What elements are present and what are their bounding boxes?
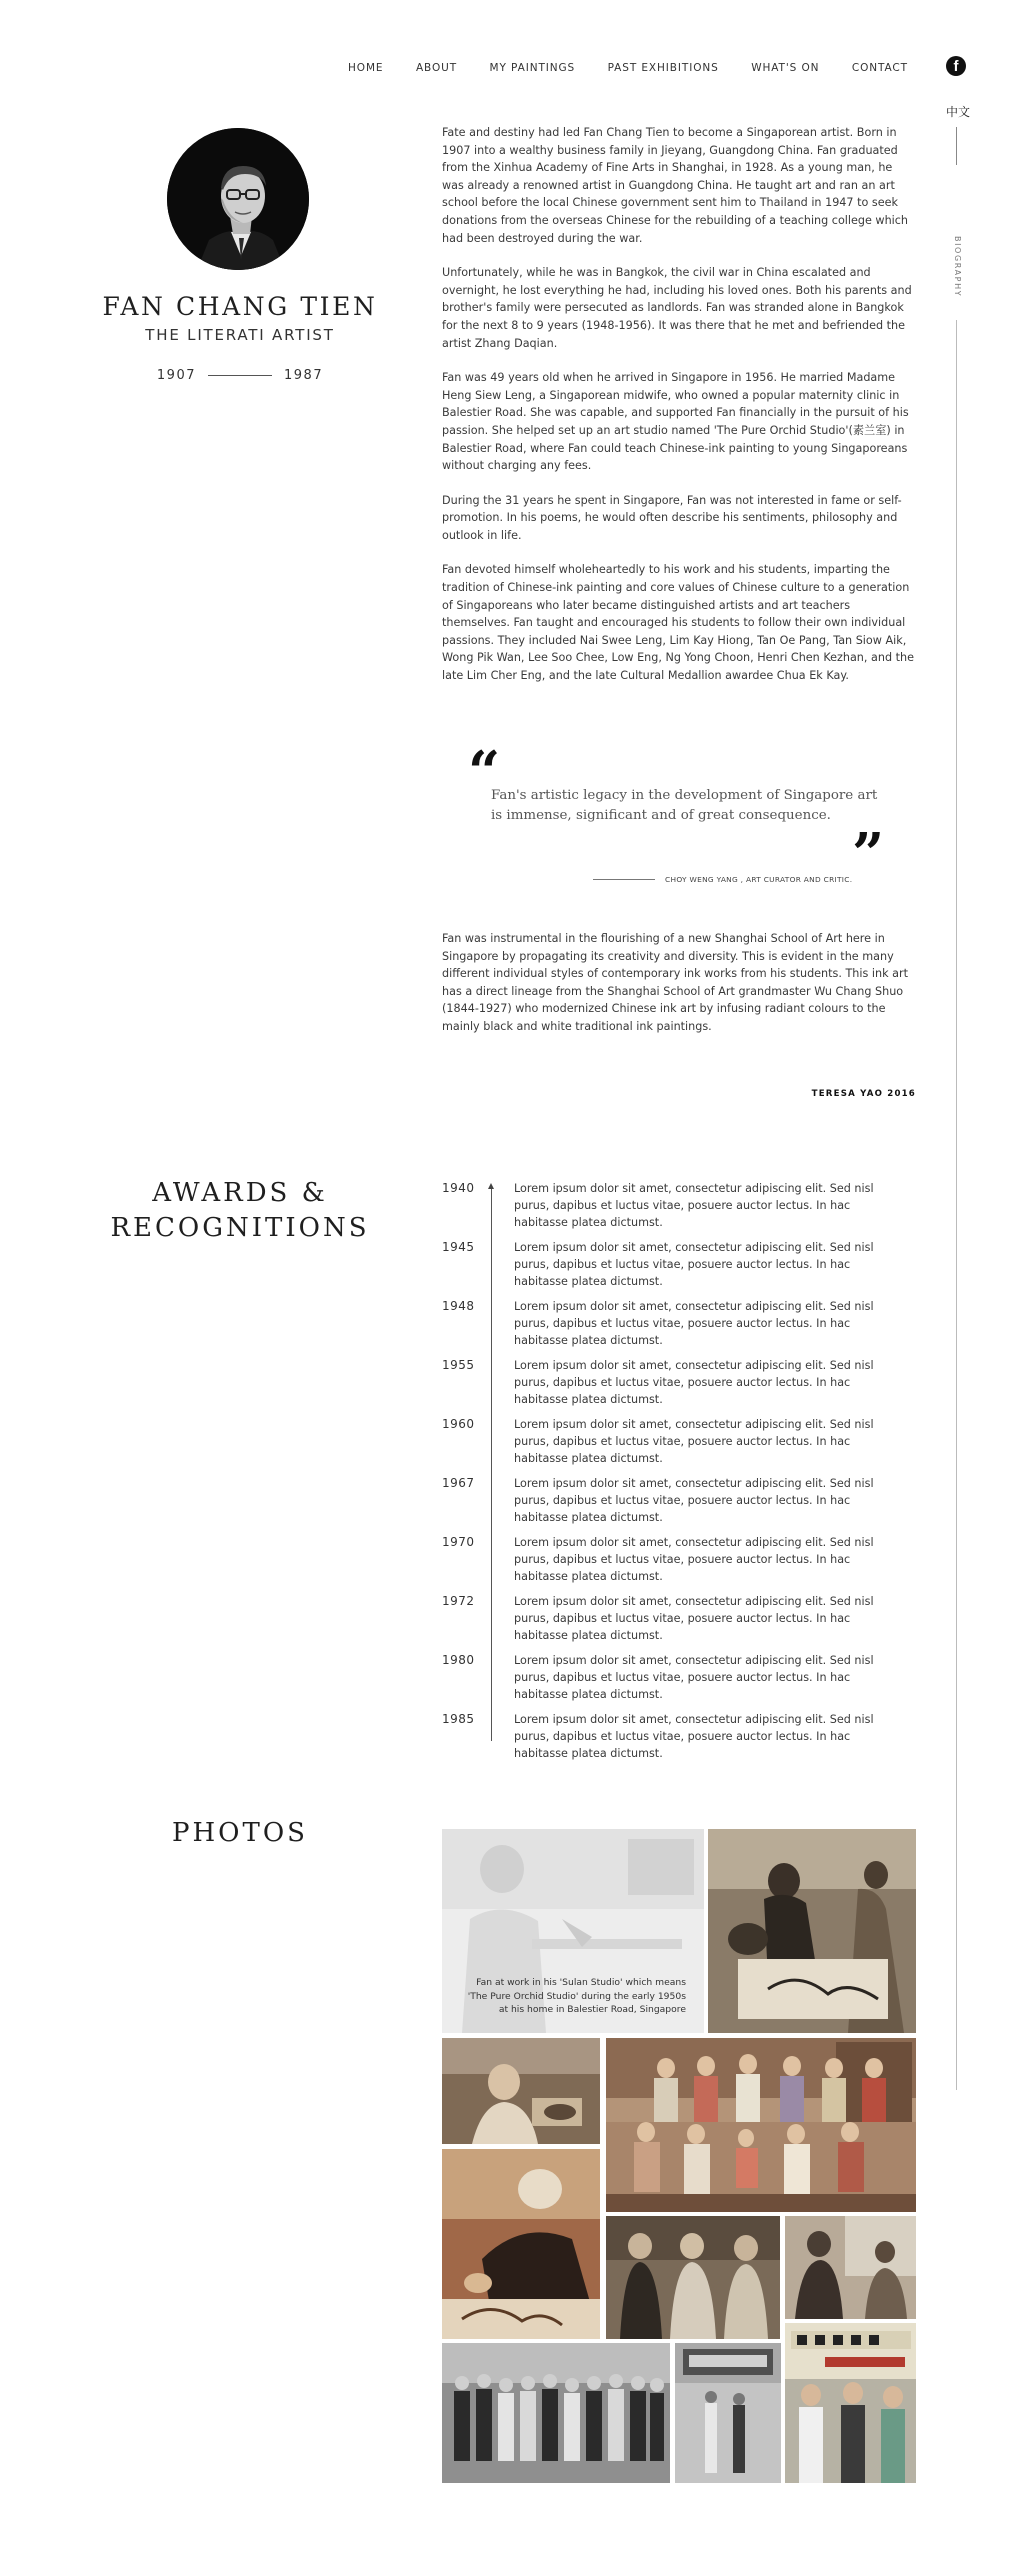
author-signature: TERESA YAO 2016 <box>811 1089 916 1099</box>
bio-paragraph: During the 31 years he spent in Singapore, Fan was not interested in fame or self-promotion. In his poems, he would often describe his sentiments, philosophy and outlook in life. <box>442 493 902 542</box>
facebook-icon[interactable] <box>946 56 966 76</box>
award-item <box>442 1417 916 1476</box>
award-year: 1972 <box>442 1594 475 1608</box>
award-year: 1980 <box>442 1653 475 1667</box>
photo-caption: Fan at work in his 'Sulan Studio' which means 'The Pure Orchid Studio' during the early 1950s at his home in Balestier Road, Singapore <box>467 1977 686 2016</box>
award-item <box>442 1653 916 1712</box>
photo-image <box>785 2216 916 2319</box>
award-item <box>442 1299 916 1358</box>
award-item <box>442 1594 916 1653</box>
nav-about[interactable]: ABOUT <box>415 62 458 74</box>
side-divider-top <box>956 127 957 165</box>
bio-paragraph: Fan was instrumental in the flourishing of a new Shanghai School of Art here in Singapore by propagating its creativity and diversity. This is evident in the many different individual styles of contemporary ink works from his students. This ink art has a direct lineage from the Shanghai School of Art grandmaster Wu Chang Shuo (1844-1927) who modernized Chinese ink art by infusing radiant colours to the mainly black and white traditional ink paintings. <box>442 932 908 1033</box>
years-dash <box>208 375 272 376</box>
awards-timeline <box>442 1181 916 1771</box>
photo-image <box>442 2149 600 2339</box>
attribution-rule <box>593 879 655 880</box>
photo-image <box>708 1829 916 2033</box>
award-year: 1940 <box>442 1181 475 1195</box>
award-text: Lorem ipsum dolor sit amet, consectetur adipiscing elit. Sed nisl purus, dapibus et luctus vitae, posuere auctor lectus. In hac habitasse platea dictumst. <box>514 1713 874 1760</box>
award-text: Lorem ipsum dolor sit amet, consectetur adipiscing elit. Sed nisl purus, dapibus et luctus vitae, posuere auctor lectus. In hac habitasse platea dictumst. <box>514 1359 874 1406</box>
award-year: 1948 <box>442 1299 475 1313</box>
life-years <box>130 367 350 383</box>
award-year: 1970 <box>442 1535 475 1549</box>
photos-heading: PHOTOS <box>172 1818 308 1848</box>
award-item <box>442 1181 916 1240</box>
nav-home[interactable]: HOME <box>348 62 384 74</box>
portrait-image <box>167 128 309 270</box>
award-item <box>442 1240 916 1299</box>
quote-open-mark: “ <box>468 739 501 805</box>
quote-attribution <box>593 872 893 886</box>
award-text: Lorem ipsum dolor sit amet, consectetur adipiscing elit. Sed nisl purus, dapibus et luctus vitae, posuere auctor lectus. In hac habitasse platea dictumst. <box>514 1595 874 1642</box>
bio-paragraph: Fate and destiny had led Fan Chang Tien to become a Singaporean artist. Born in 1907 into a wealthy business family in Jieyang, Guangdong China. Fan graduated from the Xinhua Academy of Fine Arts in Shanghai, in 1928. As a young man, he was already a renowned artist in Guangdong China. He taught art and ran an art school before the local Chinese government sent him to Thailand in 1947 to seek donations from the overseas Chinese for the rebuilding of a teaching college which had been destroyed during the war. <box>442 126 909 245</box>
award-item <box>442 1358 916 1417</box>
quote-close-mark: ” <box>852 821 885 887</box>
photo-image <box>442 2343 670 2483</box>
side-progress-line <box>956 320 957 2090</box>
photo-student-painting[interactable] <box>442 2149 600 2339</box>
pull-quote: Fan's artistic legacy in the development of Singapore art is immense, significant and of great consequence. <box>491 788 878 823</box>
nav-whats-on[interactable]: WHAT'S ON <box>751 62 820 74</box>
bio-paragraph: Fan was 49 years old when he arrived in Singapore in 1956. He married Madame Heng Siew Leng, a Singaporean midwife, who owned a popular maternity clinic in Balestier Road. She was capable, and supported Fan financially in the pursuit of his passion. She helped set up an art studio named 'The Pure Orchid Studio'(素兰室) in Balestier Road, where Fan could teach Chinese-ink painting to young Singaporeans without charging any fees. <box>442 371 909 473</box>
photo-three-men[interactable] <box>606 2216 780 2339</box>
award-year: 1985 <box>442 1712 475 1726</box>
award-year: 1960 <box>442 1417 475 1431</box>
biography-closing <box>442 930 916 1036</box>
top-nav <box>348 58 908 78</box>
award-text: Lorem ipsum dolor sit amet, consectetur adipiscing elit. Sed nisl purus, dapibus et luctus vitae, posuere auctor lectus. In hac habitasse platea dictumst. <box>514 1536 874 1583</box>
photo-family-group[interactable] <box>606 2038 916 2212</box>
photo-painting-demo[interactable] <box>708 1829 916 2033</box>
award-item <box>442 1476 916 1535</box>
facebook-glyph: f <box>953 58 959 75</box>
photo-image <box>442 2038 600 2144</box>
award-year: 1967 <box>442 1476 475 1490</box>
photo-image <box>606 2216 780 2339</box>
bio-paragraph: Fan devoted himself wholeheartedly to his work and his students, imparting the tradition of Chinese-ink painting and core values of Chinese culture to a generation of Singaporeans who later became distinguished artists and art teachers themselves. Fan taught and encouraged his students to follow their own individual passions. They included Nai Swee Leng, Lim Kay Hiong, Tan Oe Pang, Tan Siow Aik, Wong Pik Wan, Lee Soo Chee, Low Eng, Ng Yong Choon, Henri Chen Kezhan, and the late Lim Cher Eng, and the late Cultural Medallion awardee Chua Ek Kay. <box>442 563 914 683</box>
photo-studio-work[interactable] <box>442 1829 704 2033</box>
photo-exhibition-visitors[interactable] <box>785 2216 916 2319</box>
photo-studio-entrance[interactable] <box>675 2343 781 2483</box>
attribution-text: CHOY WENG YANG , ART CURATOR AND CRITIC. <box>665 874 853 884</box>
award-text: Lorem ipsum dolor sit amet, consectetur adipiscing elit. Sed nisl purus, dapibus et luctus vitae, posuere auctor lectus. In hac habitasse platea dictumst. <box>514 1418 874 1465</box>
award-item <box>442 1712 916 1771</box>
award-text: Lorem ipsum dolor sit amet, consectetur adipiscing elit. Sed nisl purus, dapibus et luctus vitae, posuere auctor lectus. In hac habitasse platea dictumst. <box>514 1300 874 1347</box>
awards-heading: AWARDS & RECOGNITIONS <box>110 1178 370 1243</box>
award-text: Lorem ipsum dolor sit amet, consectetur adipiscing elit. Sed nisl purus, dapibus et luctus vitae, posuere auctor lectus. In hac habitasse platea dictumst. <box>514 1241 874 1288</box>
biography-text <box>442 124 916 702</box>
year-died: 1987 <box>284 367 324 383</box>
nav-my-paintings[interactable]: MY PAINTINGS <box>489 62 576 74</box>
portrait-avatar <box>167 128 309 270</box>
award-item <box>442 1535 916 1594</box>
nav-contact[interactable]: CONTACT <box>851 62 908 74</box>
photo-group-portrait[interactable] <box>442 2343 670 2483</box>
language-switch[interactable]: 中文 <box>945 105 970 119</box>
photo-image <box>675 2343 781 2483</box>
award-text: Lorem ipsum dolor sit amet, consectetur adipiscing elit. Sed nisl purus, dapibus et luctus vitae, posuere auctor lectus. In hac habitasse platea dictumst. <box>514 1654 874 1701</box>
artist-name: FAN CHANG TIEN <box>102 292 378 321</box>
award-year: 1945 <box>442 1240 475 1254</box>
year-born: 1907 <box>156 367 196 383</box>
photo-image <box>606 2038 916 2212</box>
bio-paragraph: Unfortunately, while he was in Bangkok, the civil war in China escalated and overnight, he lost everything he had, including his loved ones. Both his parents and brother's family were persecuted as landlords. Fan was stranded alone in Bangkok for the next 8 to 9 years (1948-1956). It was there that he met and befriended the artist Zhang Daqian. <box>442 266 912 350</box>
nav-past-exhibitions[interactable]: PAST EXHIBITIONS <box>607 62 719 74</box>
award-text: Lorem ipsum dolor sit amet, consectetur adipiscing elit. Sed nisl purus, dapibus et luctus vitae, posuere auctor lectus. In hac habitasse platea dictumst. <box>514 1477 874 1524</box>
photo-exhibition-banner[interactable] <box>785 2323 916 2483</box>
section-indicator-label: BIOGRAPHY <box>953 236 962 298</box>
award-year: 1955 <box>442 1358 475 1372</box>
photo-image <box>785 2323 916 2483</box>
award-text: Lorem ipsum dolor sit amet, consectetur adipiscing elit. Sed nisl purus, dapibus et luctus vitae, posuere auctor lectus. In hac habitasse platea dictumst. <box>514 1182 874 1229</box>
artist-subtitle: THE LITERATI ARTIST <box>145 326 335 344</box>
photo-man-reading[interactable] <box>442 2038 600 2144</box>
